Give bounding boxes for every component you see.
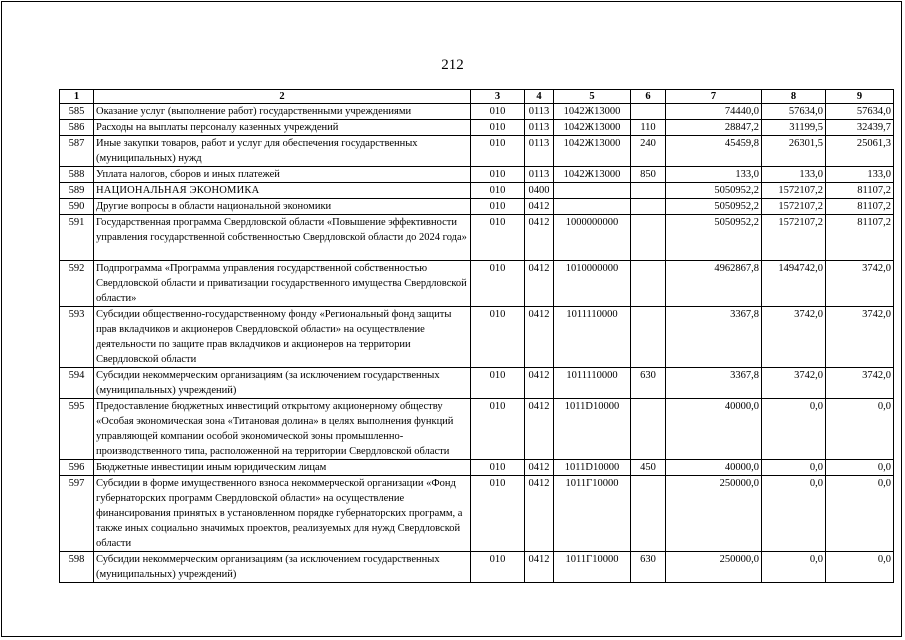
expense-type-code: 630 xyxy=(631,552,666,583)
target-article-code: 1011110000 xyxy=(554,307,631,368)
table-row xyxy=(60,167,894,183)
amount-col-8: 31199,5 xyxy=(762,120,826,136)
amount-col-7: 250000,0 xyxy=(666,476,762,552)
row-description: Оказание услуг (выполнение работ) государственными учреждениями xyxy=(94,104,471,120)
row-number: 597 xyxy=(60,476,94,552)
row-number: 590 xyxy=(60,199,94,215)
col-header-6: 6 xyxy=(631,90,666,104)
amount-col-7: 5050952,2 xyxy=(666,199,762,215)
expense-type-code xyxy=(631,183,666,199)
amount-col-7: 40000,0 xyxy=(666,399,762,460)
amount-col-9: 0,0 xyxy=(826,476,894,552)
col-header-9: 9 xyxy=(826,90,894,104)
amount-col-8: 1572107,2 xyxy=(762,215,826,261)
target-article-code: 1042Ж13000 xyxy=(554,167,631,183)
row-number: 594 xyxy=(60,368,94,399)
table-row xyxy=(60,120,894,136)
row-description: Государственная программа Свердловской области «Повышение эффективности управления государственной собственностью Свердловской области до 2024 года» xyxy=(94,215,471,261)
amount-col-7: 45459,8 xyxy=(666,136,762,167)
col-header-2: 2 xyxy=(94,90,471,104)
section-code: 0412 xyxy=(525,261,554,307)
col-header-1: 1 xyxy=(60,90,94,104)
target-article-code: 1011D10000 xyxy=(554,399,631,460)
amount-col-9: 81107,2 xyxy=(826,183,894,199)
section-code: 0113 xyxy=(525,104,554,120)
target-article-code: 1042Ж13000 xyxy=(554,120,631,136)
section-code: 0412 xyxy=(525,476,554,552)
target-article-code: 1011110000 xyxy=(554,368,631,399)
expense-type-code: 240 xyxy=(631,136,666,167)
row-description: Субсидии общественно-государственному фонду «Региональный фонд защиты прав вкладчиков и акционеров Свердловской области» на осуществление деятельности по защите прав вкладчиков и акционеров на территории Свердловской области xyxy=(94,307,471,368)
expense-type-code xyxy=(631,476,666,552)
row-number: 593 xyxy=(60,307,94,368)
amount-col-7: 40000,0 xyxy=(666,460,762,476)
page-number: 212 xyxy=(441,57,464,73)
section-code: 0113 xyxy=(525,136,554,167)
row-number: 596 xyxy=(60,460,94,476)
table-row xyxy=(60,183,894,199)
amount-col-9: 81107,2 xyxy=(826,215,894,261)
budget-table xyxy=(59,89,894,583)
amount-col-7: 133,0 xyxy=(666,167,762,183)
ministry-code: 010 xyxy=(471,136,525,167)
target-article-code: 1011Г10000 xyxy=(554,552,631,583)
ministry-code: 010 xyxy=(471,368,525,399)
row-number: 587 xyxy=(60,136,94,167)
amount-col-9: 0,0 xyxy=(826,460,894,476)
table-row xyxy=(60,476,894,552)
table-body xyxy=(60,104,894,583)
amount-col-7: 3367,8 xyxy=(666,307,762,368)
section-code: 0113 xyxy=(525,120,554,136)
ministry-code: 010 xyxy=(471,399,525,460)
amount-col-9: 81107,2 xyxy=(826,199,894,215)
target-article-code: 1042Ж13000 xyxy=(554,136,631,167)
amount-col-8: 133,0 xyxy=(762,167,826,183)
target-article-code xyxy=(554,199,631,215)
row-description: Субсидии некоммерческим организациям (за исключением государственных (муниципальных) учреждений) xyxy=(94,552,471,583)
table-row xyxy=(60,552,894,583)
col-header-8: 8 xyxy=(762,90,826,104)
table-row xyxy=(60,460,894,476)
expense-type-code xyxy=(631,307,666,368)
row-number: 588 xyxy=(60,167,94,183)
target-article-code: 1011D10000 xyxy=(554,460,631,476)
amount-col-8: 1572107,2 xyxy=(762,199,826,215)
col-header-7: 7 xyxy=(666,90,762,104)
table-row xyxy=(60,136,894,167)
ministry-code: 010 xyxy=(471,307,525,368)
ministry-code: 010 xyxy=(471,199,525,215)
expense-type-code: 850 xyxy=(631,167,666,183)
section-code: 0412 xyxy=(525,399,554,460)
ministry-code: 010 xyxy=(471,552,525,583)
amount-col-9: 32439,7 xyxy=(826,120,894,136)
amount-col-9: 3742,0 xyxy=(826,307,894,368)
ministry-code: 010 xyxy=(471,120,525,136)
section-code: 0412 xyxy=(525,460,554,476)
ministry-code: 010 xyxy=(471,261,525,307)
table-row xyxy=(60,104,894,120)
table-row xyxy=(60,399,894,460)
amount-col-7: 28847,2 xyxy=(666,120,762,136)
amount-col-9: 133,0 xyxy=(826,167,894,183)
expense-type-code xyxy=(631,215,666,261)
amount-col-9: 3742,0 xyxy=(826,261,894,307)
row-description: Иные закупки товаров, работ и услуг для обеспечения государственных (муниципальных) нужд xyxy=(94,136,471,167)
table-row xyxy=(60,199,894,215)
ministry-code: 010 xyxy=(471,104,525,120)
amount-col-7: 3367,8 xyxy=(666,368,762,399)
amount-col-8: 3742,0 xyxy=(762,368,826,399)
amount-col-8: 3742,0 xyxy=(762,307,826,368)
row-description: НАЦИОНАЛЬНАЯ ЭКОНОМИКА xyxy=(94,183,471,199)
expense-type-code xyxy=(631,261,666,307)
row-description: Уплата налогов, сборов и иных платежей xyxy=(94,167,471,183)
amount-col-7: 250000,0 xyxy=(666,552,762,583)
section-code: 0412 xyxy=(525,552,554,583)
section-code: 0412 xyxy=(525,215,554,261)
target-article-code xyxy=(554,183,631,199)
header-row xyxy=(60,90,894,104)
row-number: 595 xyxy=(60,399,94,460)
col-header-3: 3 xyxy=(471,90,525,104)
amount-col-9: 57634,0 xyxy=(826,104,894,120)
target-article-code: 1000000000 xyxy=(554,215,631,261)
table-row xyxy=(60,307,894,368)
table-row xyxy=(60,261,894,307)
amount-col-8: 0,0 xyxy=(762,399,826,460)
amount-col-8: 0,0 xyxy=(762,552,826,583)
expense-type-code: 630 xyxy=(631,368,666,399)
row-description: Подпрограмма «Программа управления государственной собственностью Свердловской области и приватизации государственного имущества Свердловской области» xyxy=(94,261,471,307)
col-header-5: 5 xyxy=(554,90,631,104)
amount-col-8: 0,0 xyxy=(762,476,826,552)
row-number: 586 xyxy=(60,120,94,136)
row-number: 585 xyxy=(60,104,94,120)
row-number: 589 xyxy=(60,183,94,199)
expense-type-code: 110 xyxy=(631,120,666,136)
amount-col-7: 5050952,2 xyxy=(666,215,762,261)
amount-col-9: 0,0 xyxy=(826,552,894,583)
row-description: Другие вопросы в области национальной экономики xyxy=(94,199,471,215)
row-description: Предоставление бюджетных инвестиций открытому акционерному обществу «Особая экономическая зона «Титановая долина» в целях выполнения функций управляющей компании особой экономической зоны промышленно-производственного типа, расположенной на территории Свердловской области xyxy=(94,399,471,460)
ministry-code: 010 xyxy=(471,183,525,199)
section-code: 0412 xyxy=(525,368,554,399)
amount-col-8: 26301,5 xyxy=(762,136,826,167)
row-description: Бюджетные инвестиции иным юридическим лицам xyxy=(94,460,471,476)
target-article-code: 1010000000 xyxy=(554,261,631,307)
row-description: Расходы на выплаты персоналу казенных учреждений xyxy=(94,120,471,136)
row-number: 591 xyxy=(60,215,94,261)
amount-col-7: 4962867,8 xyxy=(666,261,762,307)
target-article-code: 1042Ж13000 xyxy=(554,104,631,120)
ministry-code: 010 xyxy=(471,167,525,183)
amount-col-9: 0,0 xyxy=(826,399,894,460)
expense-type-code xyxy=(631,199,666,215)
expense-type-code xyxy=(631,104,666,120)
amount-col-9: 25061,3 xyxy=(826,136,894,167)
amount-col-8: 57634,0 xyxy=(762,104,826,120)
amount-col-8: 1572107,2 xyxy=(762,183,826,199)
col-header-4: 4 xyxy=(525,90,554,104)
amount-col-8: 0,0 xyxy=(762,460,826,476)
amount-col-7: 5050952,2 xyxy=(666,183,762,199)
section-code: 0400 xyxy=(525,183,554,199)
table-row xyxy=(60,368,894,399)
amount-col-9: 3742,0 xyxy=(826,368,894,399)
row-number: 598 xyxy=(60,552,94,583)
amount-col-7: 74440,0 xyxy=(666,104,762,120)
table-row xyxy=(60,215,894,261)
ministry-code: 010 xyxy=(471,476,525,552)
section-code: 0113 xyxy=(525,167,554,183)
row-description: Субсидии в форме имущественного взноса некоммерческой организации «Фонд губернаторских программ Свердловской области» на осуществление финансирования принятых в установленном порядке губернаторских программ, а также иных социально значимых проектов, реализуемых для нужд Свердловской области xyxy=(94,476,471,552)
section-code: 0412 xyxy=(525,307,554,368)
row-number: 592 xyxy=(60,261,94,307)
ministry-code: 010 xyxy=(471,215,525,261)
target-article-code: 1011Г10000 xyxy=(554,476,631,552)
row-description: Субсидии некоммерческим организациям (за исключением государственных (муниципальных) учреждений) xyxy=(94,368,471,399)
ministry-code: 010 xyxy=(471,460,525,476)
expense-type-code: 450 xyxy=(631,460,666,476)
expense-type-code xyxy=(631,399,666,460)
section-code: 0412 xyxy=(525,199,554,215)
amount-col-8: 1494742,0 xyxy=(762,261,826,307)
